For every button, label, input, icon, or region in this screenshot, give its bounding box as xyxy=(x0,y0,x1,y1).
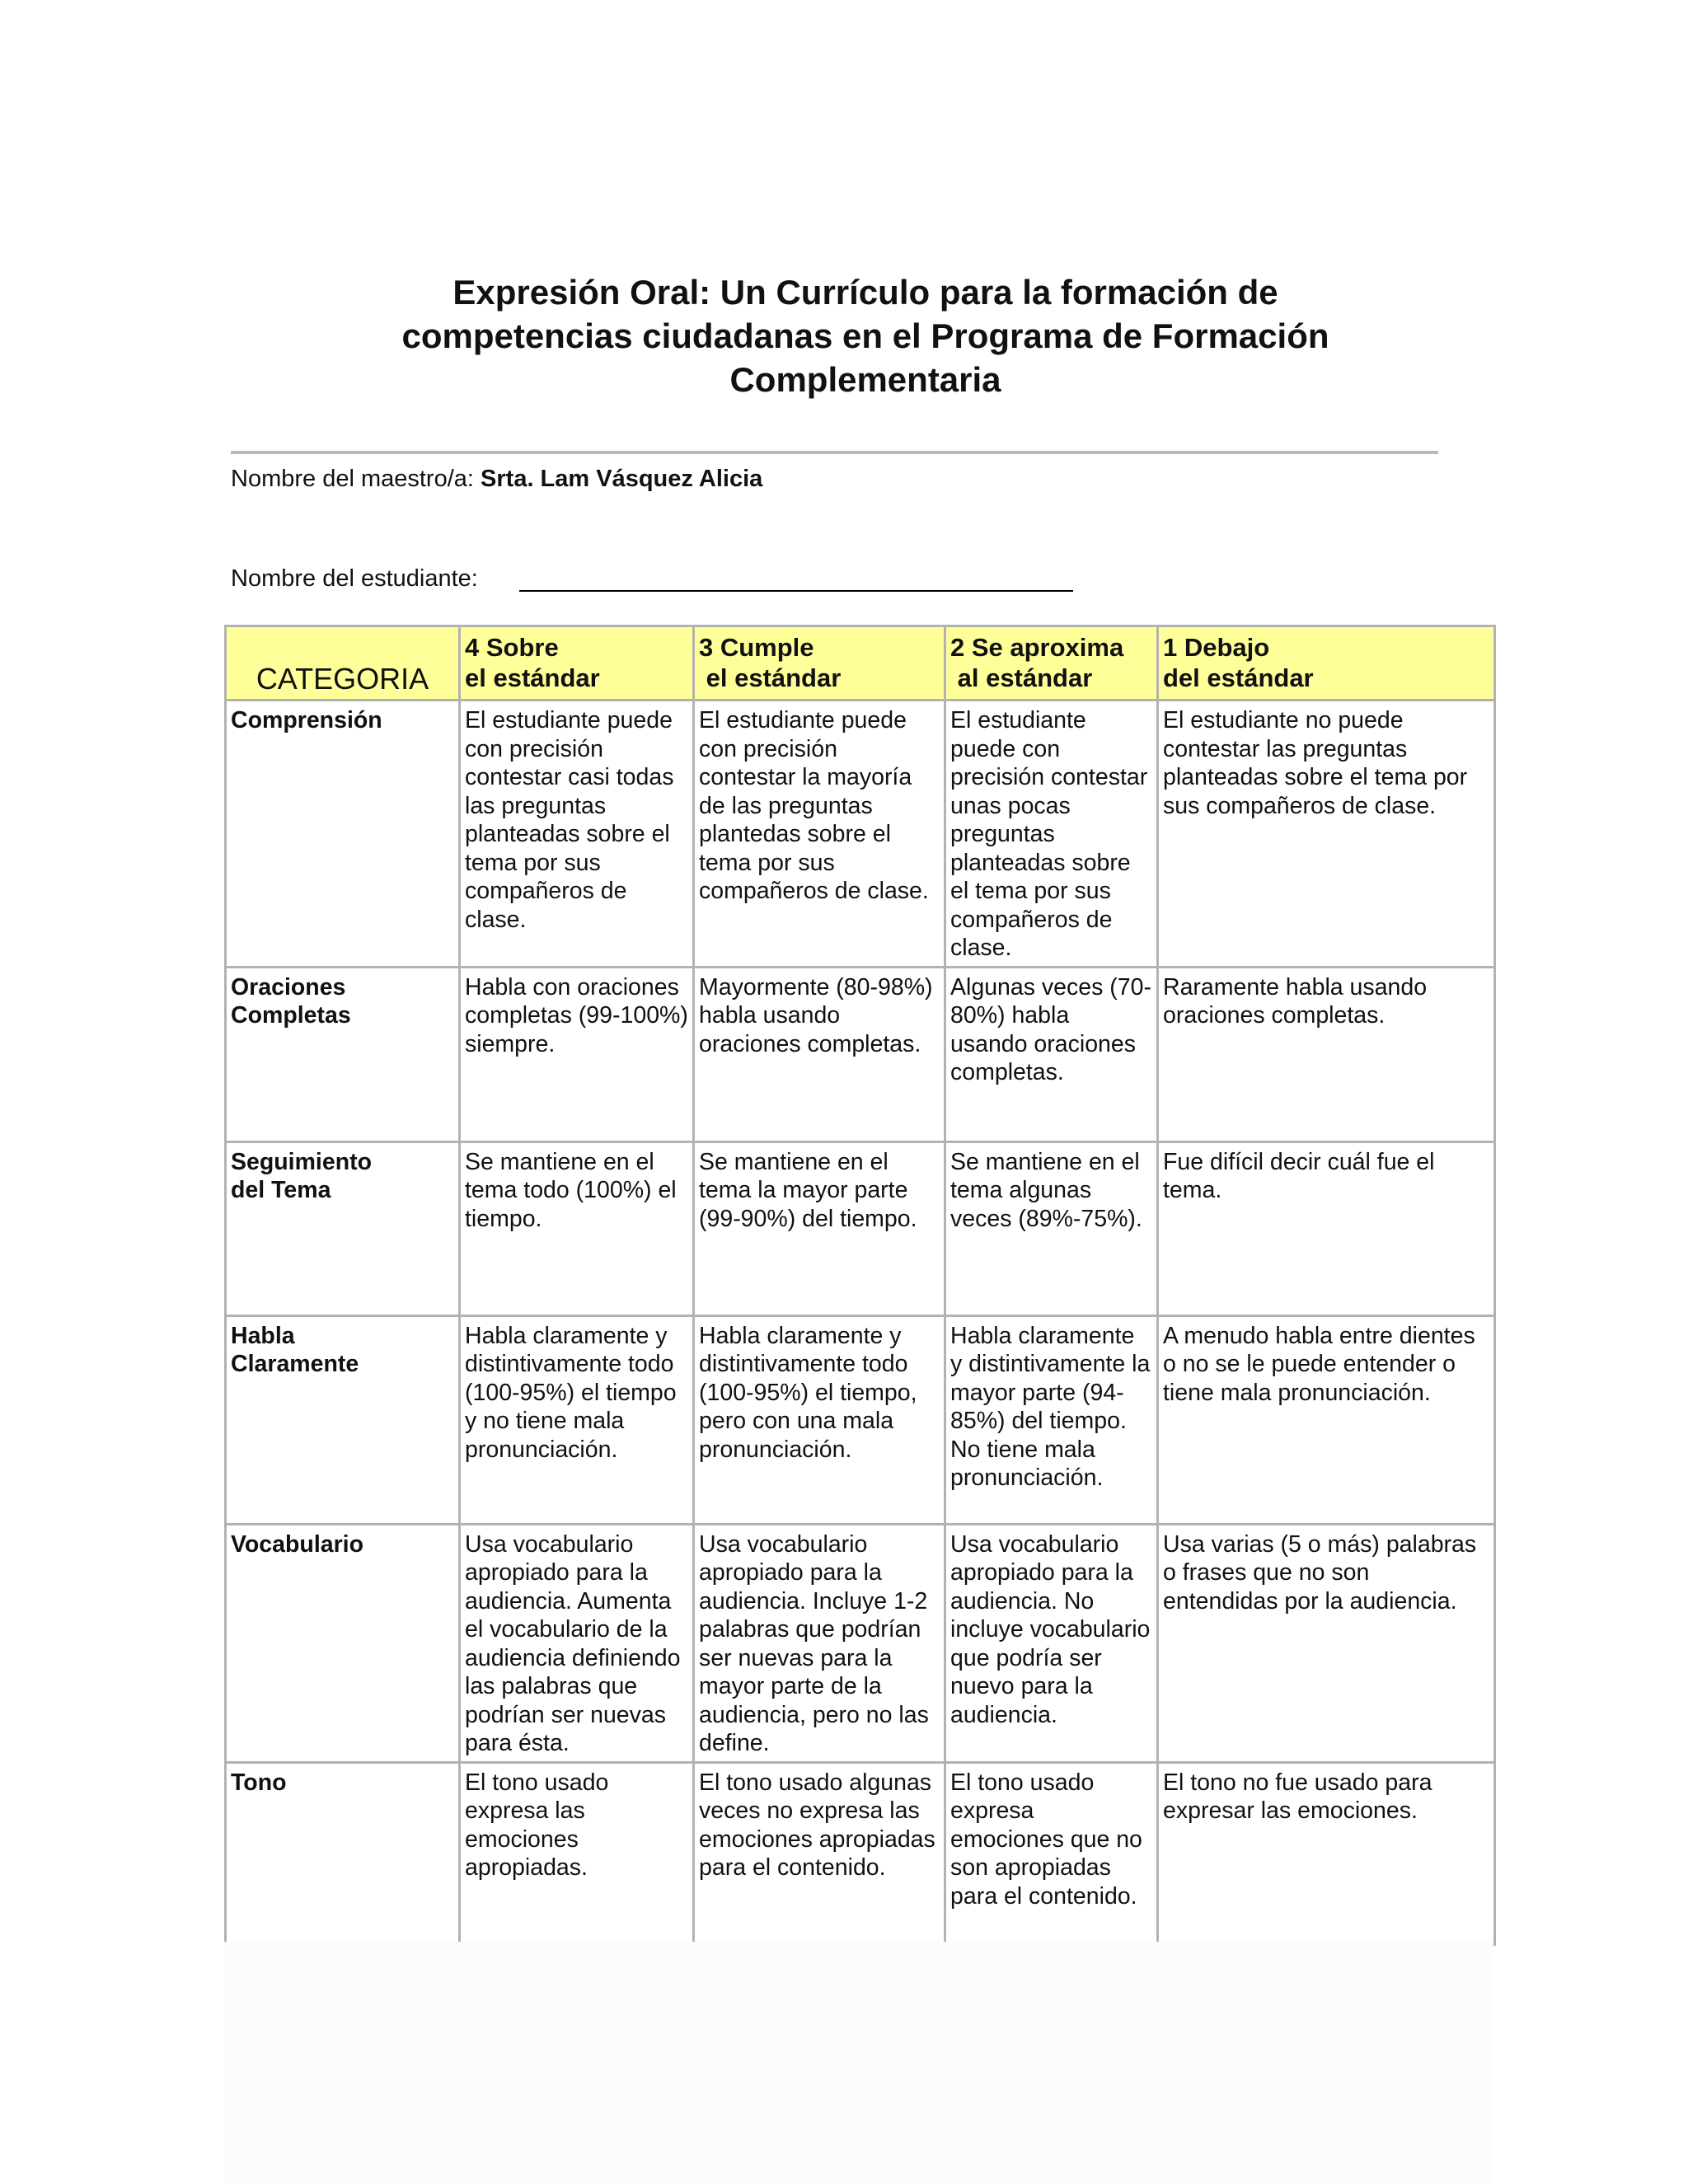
rubric-cell: El tono no fue usado para expresar las emociones. xyxy=(1158,1762,1495,1944)
rubric-cell: El tono usado expresa emociones que no son apropiadas para el contenido. xyxy=(945,1762,1158,1944)
rubric-cell: Usa varias (5 o más) palabras o frases que no son entendidas por la audiencia. xyxy=(1158,1524,1495,1762)
rubric-cell: A menudo habla entre dientes o no se le puede entender o tiene mala pronunciación. xyxy=(1158,1315,1495,1524)
header-level-4-line2: el estándar xyxy=(465,663,600,692)
header-level-4 xyxy=(460,626,694,701)
student-name-blank[interactable] xyxy=(519,590,1073,592)
rubric-cell: Habla claramente y distintivamente todo (100-95%) el tiempo, pero con una mala pronunciación. xyxy=(694,1315,945,1524)
category-label: Comprensión xyxy=(231,707,382,733)
category-oraciones-completas xyxy=(226,967,460,1141)
rubric-cell: Fue difícil decir cuál fue el tema. xyxy=(1158,1141,1495,1315)
rubric-cell: El tono usado algunas veces no expresa las emociones apropiadas para el contenido. xyxy=(694,1762,945,1944)
document-title xyxy=(231,270,1500,401)
category-label: Vocabulario xyxy=(231,1530,364,1558)
rubric-header-row xyxy=(226,626,1495,701)
rubric-cell: Mayormente (80-98%) habla usando oraciones completas. xyxy=(694,967,945,1141)
rubric-cell: Raramente habla usando oraciones completas. xyxy=(1158,967,1495,1141)
rubric-cell: El estudiante no puede contestar las preguntas planteadas sobre el tema por sus compañeros de clase. xyxy=(1158,701,1495,968)
rubric-cell: Se mantiene en el tema la mayor parte (99-90%) del tiempo. xyxy=(694,1141,945,1315)
rubric-cell: Habla claramente y distintivamente la mayor parte (94-85%) del tiempo. No tiene mala pronunciación. xyxy=(945,1315,1158,1524)
rubric-cell: Habla con oraciones completas (99-100%) siempre. xyxy=(460,967,694,1141)
category-label: del Tema xyxy=(231,1177,331,1203)
category-label: Oraciones xyxy=(231,973,346,1001)
category-label: Tono xyxy=(231,1769,287,1796)
rubric-row-comprension xyxy=(226,701,1495,968)
header-level-2-line1: 2 Se aproxima xyxy=(950,633,1124,662)
rubric-cell: El estudiante puede con precisión contestar unas pocas preguntas planteadas sobre el tema por sus compañeros de clase. xyxy=(945,701,1158,968)
rubric-cell: Usa vocabulario apropiado para la audiencia. Aumenta el vocabulario de la audiencia definiendo las palabras que podrían ser nuevas para ésta. xyxy=(460,1524,694,1762)
category-label: Claramente xyxy=(231,1351,359,1377)
rubric-cell: Usa vocabulario apropiado para la audiencia. Incluye 1-2 palabras que podrían ser nuevas para la mayor parte de la audiencia, pero no las define. xyxy=(694,1524,945,1762)
header-level-3-line2: el estándar xyxy=(699,663,842,692)
teacher-name-line xyxy=(231,464,762,494)
category-tono xyxy=(226,1762,460,1944)
teacher-label: Nombre del maestro/a: xyxy=(231,466,474,492)
category-label: Seguimiento xyxy=(231,1148,373,1175)
rubric-row-oraciones xyxy=(226,967,1495,1141)
rubric-cell: El tono usado expresa las emociones apropiadas. xyxy=(460,1762,694,1944)
header-category: CATEGORIA xyxy=(226,626,460,701)
rubric-row-habla-claramente xyxy=(226,1315,1495,1524)
student-name-label: Nombre del estudiante: xyxy=(231,565,478,592)
category-label: Habla xyxy=(231,1322,295,1349)
header-level-1 xyxy=(1158,626,1495,701)
rubric-cell: El estudiante puede con precisión contestar casi todas las preguntas planteadas sobre el tema por sus compañeros de clase. xyxy=(460,701,694,968)
category-habla-claramente xyxy=(226,1315,460,1524)
rubric-row-seguimiento xyxy=(226,1141,1495,1315)
header-level-4-line1: 4 Sobre xyxy=(465,633,559,662)
title-divider xyxy=(231,451,1438,454)
rubric-table xyxy=(224,625,1496,1946)
category-seguimiento-del-tema xyxy=(226,1141,460,1315)
header-level-3-line1: 3 Cumple xyxy=(699,633,814,662)
header-level-1-line2: del estándar xyxy=(1163,663,1314,692)
rubric-row-vocabulario xyxy=(226,1524,1495,1762)
title-line-1: Expresión Oral: Un Currículo para la formación de xyxy=(452,273,1278,312)
rubric-cell: El estudiante puede con precisión contestar la mayoría de las preguntas plantedas sobre el tema por sus compañeros de clase. xyxy=(694,701,945,968)
rubric-cell: Se mantiene en el tema todo (100%) el tiempo. xyxy=(460,1141,694,1315)
rubric-cell: Habla claramente y distintivamente todo (100-95%) el tiempo y no tiene mala pronunciación. xyxy=(460,1315,694,1524)
rubric-cell: Usa vocabulario apropiado para la audiencia. No incluye vocabulario que podría ser nuevo para la audiencia. xyxy=(945,1524,1158,1762)
category-vocabulario xyxy=(226,1524,460,1762)
category-comprension xyxy=(226,701,460,968)
rubric-row-tono xyxy=(226,1762,1495,1944)
title-line-3: Complementaria xyxy=(729,360,1001,399)
category-label: Completas xyxy=(231,1002,351,1029)
title-line-2: competencias ciudadanas en el Programa de Formación xyxy=(401,316,1329,355)
header-level-2-line2: al estándar xyxy=(950,663,1093,692)
header-level-2 xyxy=(945,626,1158,701)
teacher-name: Srta. Lam Vásquez Alicia xyxy=(481,466,763,492)
header-level-3 xyxy=(694,626,945,701)
rubric-cell: Se mantiene en el tema algunas veces (89%-75%). xyxy=(945,1141,1158,1315)
page-bottom-area xyxy=(224,1942,1493,2184)
rubric-cell: Algunas veces (70-80%) habla usando oraciones completas. xyxy=(945,967,1158,1141)
header-level-1-line1: 1 Debajo xyxy=(1163,633,1270,662)
